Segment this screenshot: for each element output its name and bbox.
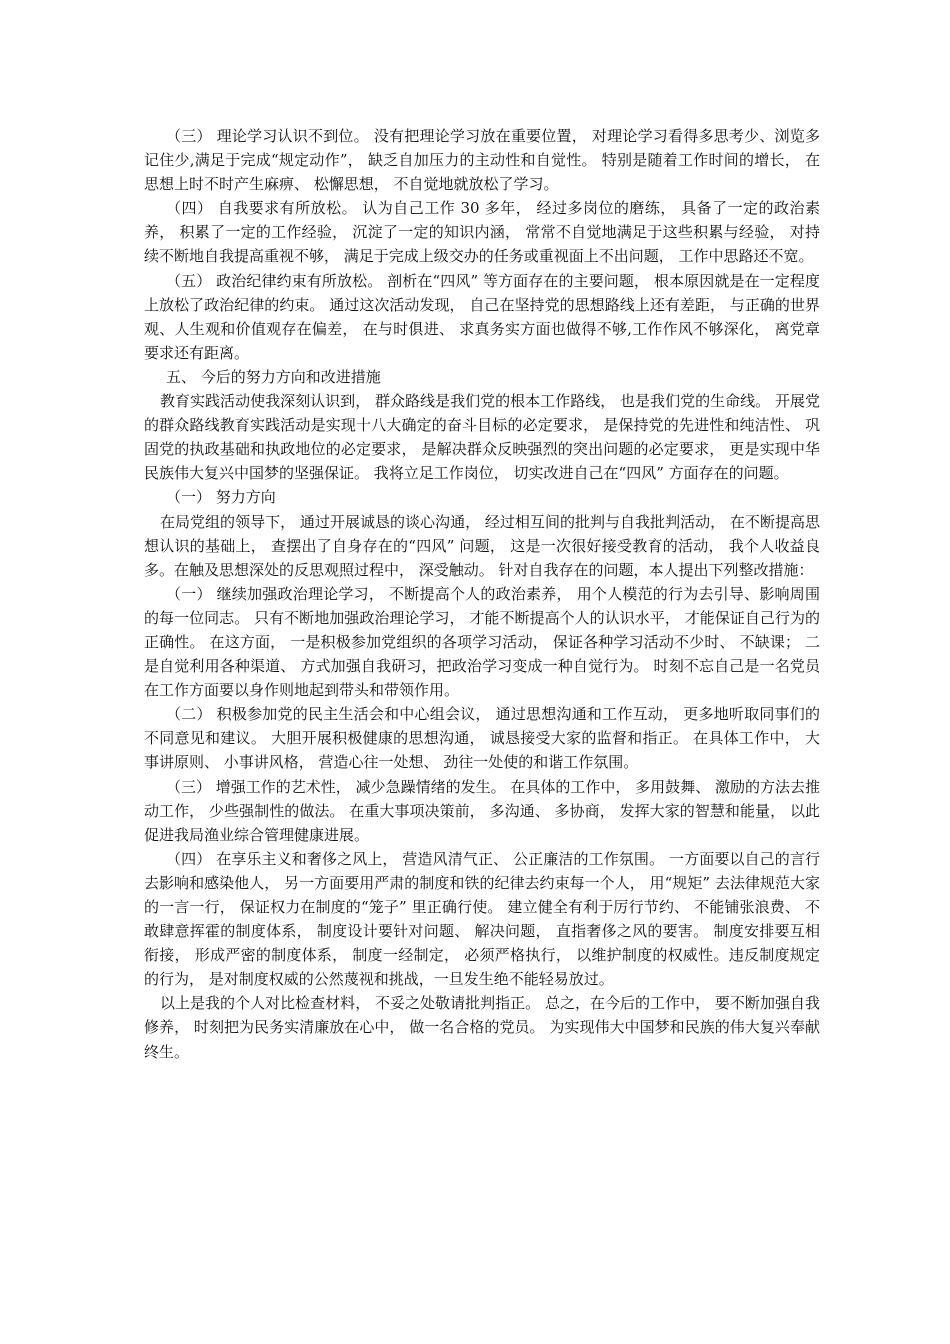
paragraph-measure-political-theory: （一） 继续加强政治理论学习， 不断提高个人的政治素养， 用个人模范的行为去引导、影响周围的每一位同志。 只有不断地加强政治理论学习， 才能不断提高个人的认识水平， 才能保证自己行为的正确性。 在这方面， 一是积极参加党组织的各项学习活动， 保证各种学习活动不少时、 不缺课； 二是自觉利用各种渠道、 方式加强自我研习，把政治学习变成一种自觉行为。 时刻不忘自己是一名党员在工作方面要以身作则地起到带头和带领作用。 <box>144 584 820 700</box>
subheading-effort-direction: （一） 努力方向 <box>166 488 276 507</box>
paragraph-education-practice: 教育实践活动使我深刻认识到， 群众路线是我们党的根本工作路线， 也是我们党的生命线。 开展党的群众路线教育实践活动是实现十八大确定的奋斗目标的必定要求， 是保持党的先进性和纯洁性、 巩固党的执政基础和执政地位的必定要求， 是解决群众反映强烈的突出问题的必定要求， 更是实现中华民族伟大复兴中国梦的坚强保证。 我将立足工作岗位， 切实改进自己在“四风” 方面存在的问题。 <box>144 392 820 483</box>
paragraph-measure-work-art: （三） 增强工作的艺术性， 减少急躁情绪的发生。 在具体的工作中， 多用鼓舞、 激励的方法去推动工作， 少些强制性的做法。 在重大事项决策前， 多沟通、 多协商， 发挥大家的智慧和能量， 以此促进我局渔业综合管理健康进展。 <box>144 777 820 844</box>
document-body <box>144 124 820 1064</box>
paragraph-conclusion: 以上是我的个人对比检查材料， 不妥之处敬请批判指正。 总之，在今后的工作中， 要不断加强自我修养， 时刻把为民务实清廉放在心中， 做一名合格的党员。 为实现伟大中国梦和民族的伟大复兴奉献终生。 <box>144 994 820 1061</box>
paragraph-self-requirement: （四） 自我要求有所放松。 认为自己工作 30 多年， 经过多岗位的磨练， 具备了一定的政治素养， 积累了一定的工作经验， 沉淀了一定的知识内涵， 常常不自觉地满足于这些积累与经验， 对持续不断地自我提高重视不够， 满足于完成上级交办的任务或重视面上不出问题， 工作中思路还不宽。 <box>144 199 820 266</box>
paragraph-measure-hedonism: （四） 在享乐主义和奢侈之风上， 营造风清气正、 公正廉洁的工作氛围。 一方面要以自己的言行去影响和感染他人， 另一方面要用严肃的制度和铁的纪律去约束每一个人， 用“规矩” 去法律规范大家的一言一行， 保证权力在制度的“笼子” 里正确行使。 建立健全有利于厉行节约、 不能铺张浪费、 不敢肆意挥霍的制度体系， 制度设计要针对问题、 解决问题， 直指奢侈之风的要害。 制度安排要互相衔接， 形成严密的制度体系， 制度一经制定， 必须严格执行， 以维护制度的权威性。违反制度规定的行为， 是对制度权威的公然蔑视和挑战，一旦发生绝不能轻易放过。 <box>144 849 820 989</box>
section-heading-future-direction: 五、 今后的努力方向和改进措施 <box>166 367 381 386</box>
paragraph-party-leadership: 在局党组的领导下， 通过开展诚恳的谈心沟通， 经过相互间的批判与自我批判活动， 在不断提高思想认识的基础上， 查摆出了自身存在的“四风” 问题， 这是一次很好接受教育的活动， 我个人收益良多。在触及思想深处的反思观照过程中， 深受触动。 针对自我存在的问题，本人提出下列整改措施： <box>144 512 820 579</box>
paragraph-measure-democratic-life: （二） 积极参加党的民主生活会和中心组会议， 通过思想沟通和工作互动， 更多地听取同事们的不同意见和建议。 大胆开展积极健康的思想沟通， 诚恳接受大家的监督和指正。 在具体工作中， 大事讲原则、 小事讲风格， 营造心往一处想、 劲往一处使的和谐工作氛围。 <box>144 705 820 772</box>
paragraph-theory-study: （三） 理论学习认识不到位。 没有把理论学习放在重要位置， 对理论学习看得多思考少、浏览多记住少,满足于完成“规定动作”， 缺乏自加压力的主动性和自觉性。 特别是随着工作时间的增长， 在思想上时不时产生麻痹、 松懈思想， 不自觉地就放松了学习。 <box>144 127 820 194</box>
paragraph-political-discipline: （五） 政治纪律约束有所放松。 剖析在“四风” 等方面存在的主要问题， 根本原因就是在一定程度上放松了政治纪律的约束。 通过这次活动发现， 自己在坚持党的思想路线上还有差距， 与正确的世界观、人生观和价值观存在偏差， 在与时俱进、 求真务实方面也做得不够,工作作风不够深化， 离党章要求还有距离。 <box>144 271 820 362</box>
